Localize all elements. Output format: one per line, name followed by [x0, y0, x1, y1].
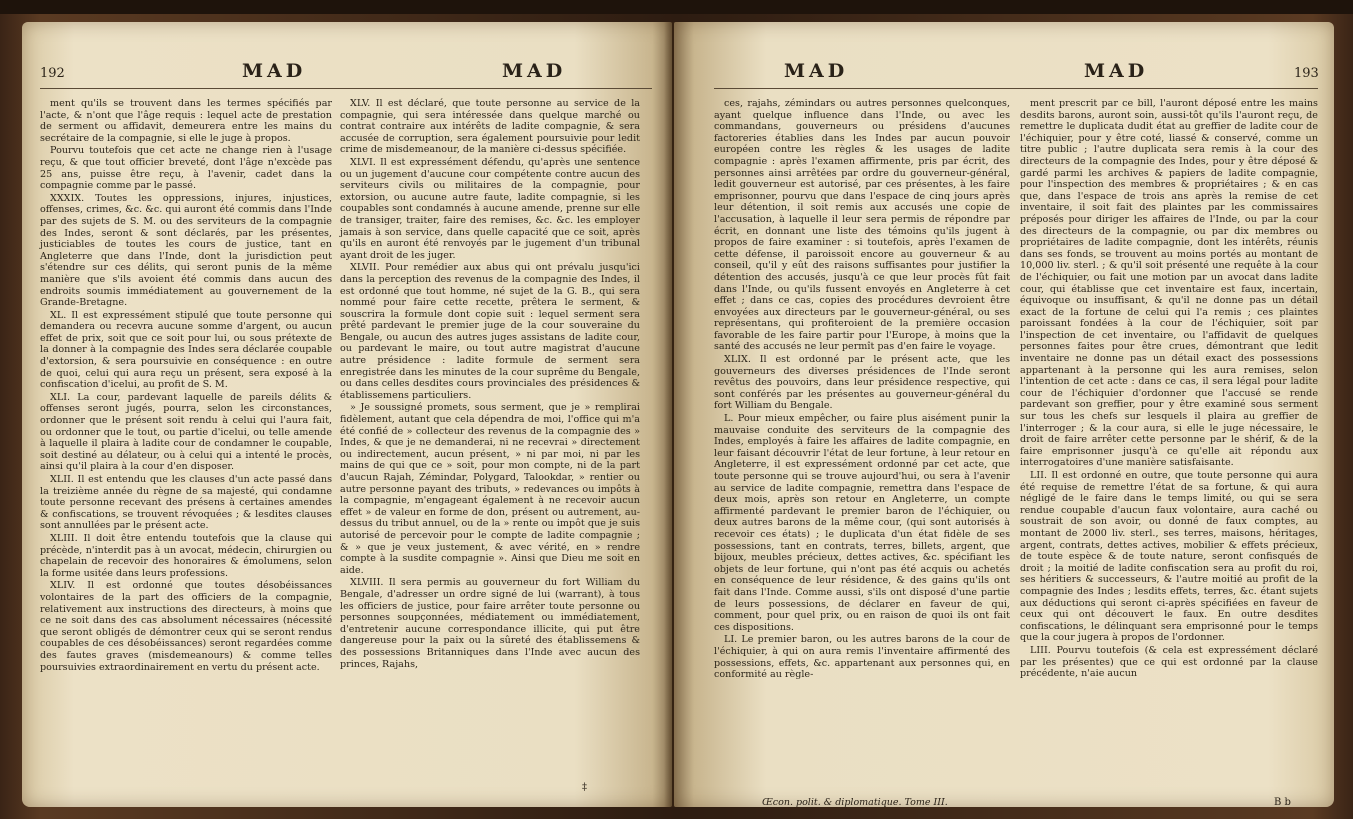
right-signature-mark: B b	[1274, 797, 1291, 807]
left-page-number: 192	[40, 66, 65, 81]
left-signature-mark: ‡	[582, 782, 587, 793]
left-col1-paragraph: XLIV. Il est ordonné que toutes désobéissances volontaires de la part des officiers de la compagnie, relativement aux instructions des directeurs, à moins que ce ne soit dans des cas absolument nécessaires (nécessité que seront obligés de démontrer ceux qui se seront rendus coupables de ces désobéissances) seront regardées comme des fautes graves (misdemeanours) & comme telles poursuivies extraordinairement en vertu du présent acte.	[40, 580, 332, 673]
left-col1-paragraph: XXXIX. Toutes les oppressions, injures, injustices, offenses, crimes, &c. &c. qui auront été commis dans l'Inde par des sujets de S. M. ou des serviteurs de la compagnie des Indes, seront & sont déclarés, par les présentes, justiciables de toutes les cours de justice, tant en Angleterre que dans l'Inde, dont la jurisdiction peut s'étendre sur ces délits, qui seront punis de la même manière que s'ils avoient été commis dans aucun des endroits soumis immédiatement au gouvernement de la Grande-Bretagne.	[40, 192, 332, 309]
right-page-number: 193	[1294, 66, 1319, 81]
left-col1-paragraph: Pourvu toutefois que cet acte ne change rien à l'usage reçu, & que tout officier breveté, dont l'âge n'excède pas 25 ans, puisse être reçu, à l'avenir, cadet dans la compagnie comme par le passé.	[40, 145, 332, 192]
right-column-2	[1020, 98, 1318, 793]
left-col2-paragraph: XLVIII. Il sera permis au gouverneur du fort William du Bengale, d'adresser un ordre signé de lui (warrant), à tous les officiers de justice, pour faire arrêter toute personne ou personnes soupçonnées, médiatement ou immédiatement, d'entretenir aucune correspondance illicite, qui put être dangereuse pour la paix ou la sûreté des établissemens & des possessions Britanniques dans l'Inde avec aucun des princes, Rajahs,	[340, 577, 640, 670]
right-col1-paragraph: XLIX. Il est ordonné par le présent acte, que les gouverneurs des diverses présidences de l'Inde seront revêtus des pouvoirs, dans leur présidence respective, qui sont conférés par les présentes au gouverneur-général du fort William du Bengale.	[714, 354, 1010, 412]
left-col1-paragraph: XLIII. Il doit être entendu toutefois que la clause qui précède, n'interdit pas à un avocat, médecin, chirurgien ou chapelain de recevoir des honoraires & émolumens, selon la forme usitée dans leurs professions.	[40, 532, 332, 579]
left-col2-paragraph: XLVII. Pour remédier aux abus qui ont prévalu jusqu'ici dans la perception des revenus de la compagnie des Indes, il est ordonné que tout homme, né sujet de la G. B., qui sera nommé pour faire cette recette, prêtera le serment, & souscrira la formule dont copie suit : lequel serment sera prêté pardevant le premier juge de la cour souveraine du Bengale, ou aucun des autres juges assistans de ladite cour, ou pardevant le maire, ou tout autre magistrat d'aucune autre présidence : ladite formule de serment sera enregistrée dans les minutes de la cour suprême du Bengale, ou dans celles desdites cours provinciales des présidences & établissemens particuliers.	[340, 262, 640, 401]
right-page	[674, 22, 1334, 807]
left-col2-paragraph: XLVI. Il est expressément défendu, qu'après une sentence ou un jugement d'aucune cour compétente contre aucun des serviteurs civils ou militaires de la compagnie, pour extorsion, ou aucune autre faute, ladite compagnie, si les coupables sont condamnés à aucune amende, prenne sur elle de transiger, traiter, faire des remises, &c. &c. les employer jamais à son service, dans quelle capacité que ce soit, après qu'ils en auront été renvoyés par le jugement d'un tribunal ayant droit de les juger.	[340, 156, 640, 261]
left-col1-paragraph: XLII. Il est entendu que les clauses d'un acte passé dans la treizième année du règne de sa majesté, qui condamne toute personne recevant des présens à certaines amendes & confiscations, se trouvent révoquées ; & lesdites clauses sont annullées par le présent acte.	[40, 474, 332, 532]
right-col1-paragraph: L. Pour mieux empêcher, ou faire plus aisément punir la mauvaise conduite des serviteurs de la compagnie des Indes, employés à faire les affaires de ladite compagnie, en leur faisant découvrir l'état de leur fortune, à leur retour en Angleterre, il est expressément ordonné par cet acte, que toute personne qui se trouve aujourd'hui, ou sera à l'avenir au service de ladite compagnie, remettra dans l'espace de deux mois, après son retour en Angleterre, un compte affirmenté pardevant le premier baron de l'échiquier, ou deux autres barons de la même cour, (qui sont autorisés à recevoir ces états) ; le duplicata d'un état fidèle de ses possessions, tant en contrats, terres, billets, argent, que bijoux, meubles précieux, dettes actives, &c. spécifiant les objets de leur fortune, qui n'ont pas été acquis ou achetés en conséquence de leur résidence, & des gains qu'ils ont fait dans l'Inde. Comme aussi, s'ils ont disposé d'une partie de leurs possessions, de déclarer en faveur de qui, comment, pour quel prix, ou en raison de quoi ils ont fait ces dispositions.	[714, 413, 1010, 633]
right-running-head-1: MAD	[784, 60, 849, 82]
left-col1-paragraph: ment qu'ils se trouvent dans les termes spécifiés par l'acte, & n'ont que l'âge requis : lequel acte de prestation de serment ou affidavit, demeurera entre les mains du secrétaire de la compagnie, si elle le juge à propos.	[40, 98, 332, 144]
right-header-rule	[714, 88, 1318, 89]
left-running-head-2: MAD	[502, 60, 567, 82]
book-cover-edge	[0, 0, 1353, 14]
left-running-head-1: MAD	[242, 60, 307, 82]
right-col1-paragraph: ces, rajahs, zémindars ou autres personnes quelconques, ayant quelque influence dans l'Inde, ou avec les commandans, gouverneurs ou présidens d'aucunes factoreries établies dans les Indes par aucun pouvoir européen contre les règles & les usages de ladite compagnie : après l'examen affirmente, pris par écrit, des personnes ainsi arrêtées par ordre du gouverneur-général, ledit gouverneur est autorisé, par ces présentes, à les faire emprisonner, pourvu que dans l'espace de cinq jours après leur détention, il soit remis aux accusés une copie de l'accusation, à laquelle il leur sera permis de répondre par écrit, en donnant une liste des témoins qu'ils jugent à propos de faire examiner : si toutefois, après l'examen de cette défense, il paroissoit encore au gouverneur & au conseil, qu'il y eût des raisons suffisantes pour justifier la détention des accusés, jusqu'à ce que leur procès fût fait dans l'Inde, ou qu'ils fussent envoyés en Angleterre à cet effet ; dans ce cas, copies des procédures devroient être envoyées aux directeurs par le gouverneur-général, ou ses représentans, qui profiteroient de la première occasion favorable de les faire partir pour l'Europe, à moins que la santé des accusés ne leur permît pas d'en faire le voyage.	[714, 98, 1010, 353]
right-col2-paragraph: ment prescrit par ce bill, l'auront déposé entre les mains desdits barons, auront soin, aussi-tôt qu'ils l'auront reçu, de remettre le duplicata dudit état au greffier de ladite cour de l'échiquier, pour y être coté, liassé & conservé, comme un titre public ; l'autre duplicata sera remis à la cour des directeurs de la compagnie des Indes, pour y être déposé & gardé parmi les archives & papiers de ladite compagnie, pour l'inspection des membres & propriétaires ; & en cas que, dans l'espace de trois ans après la remise de cet inventaire, il soit fait des plaintes par les commissaires préposés pour diriger les affaires de l'Inde, ou par la cour des directeurs de la compagnie, ou par dix membres ou propriétaires de ladite compagnie, dont les intérêts, réunis dans ses fonds, se trouvent au moins portés au montant de 10,000 liv. sterl. ; & qu'il soit présenté une requête à la cour de l'échiquier, ou fait une motion par un avocat dans ladite cour, qui établisse que cet inventaire est faux, incertain, équivoque ou insuffisant, & qu'il ne donne pas un détail exact de la fortune de celui qui l'a remis ; ces plaintes paroissant fondées à la cour de l'échiquier, soit par l'inspection de cet inventaire, ou l'affidavit de quelques personnes faites pour être crues, démontrant que ledit inventaire ne donne pas un détail exact des possessions appartenant à la personne qui les aura remises, selon l'intention de cet acte : dans ce cas, il sera légal pour ladite cour de l'échiquier d'ordonner que l'accusé se rende pardevant son greffier, pour y être examiné sous serment sur tous les chefs sur lesquels il plaira au greffier de l'interroger ; & la cour aura, si elle le juge nécessaire, le droit de faire arrêter cette personne par le shérif, & de la faire emprisonner jusqu'à ce qu'elle ait répondu aux interrogatoires d'une manière satisfaisante.	[1020, 98, 1318, 469]
left-header-rule	[40, 88, 652, 89]
left-page	[22, 22, 672, 807]
left-col2-paragraph: XLV. Il est déclaré, que toute personne au service de la compagnie, qui sera intéressée dans quelque marché ou contrat contraire aux intérêts de ladite compagnie, & sera accusée de corruption, sera également poursuivie pour ledit crime de misdemeanour, de la manière ci-dessus spécifiée.	[340, 98, 640, 156]
right-column-1	[714, 98, 1010, 793]
right-footer-title: Œcon. polit. & diplomatique. Tome III.	[762, 797, 948, 807]
right-col1-paragraph: LI. Le premier baron, ou les autres barons de la cour de l'échiquier, à qui on aura remis l'inventaire affirmenté des possessions, effets, &c. appartenant aux personnes qui, en conformité au règle-	[714, 634, 1010, 681]
left-col1-paragraph: XL. Il est expressément stipulé que toute personne qui demandera ou recevra aucune somme d'argent, ou aucun effet de prix, soit que ce soit pour lui, ou sous prétexte de la donner à la compagnie des Indes sera déclarée coupable d'extorsion, & sera poursuivie en conséquence : en outre de quoi, celui qui aura reçu un présent, sera exposé à la confiscation d'icelui, au profit de S. M.	[40, 309, 332, 391]
left-column-2	[340, 98, 640, 793]
left-column-1	[40, 98, 332, 793]
right-col2-paragraph: LIII. Pourvu toutefois (& cela est expressément déclaré par les présentes) que ce qui est ordonné par la clause précédente, n'aie aucun	[1020, 644, 1318, 680]
right-col2-paragraph: LII. Il est ordonné en outre, que toute personne qui aura été requise de remettre l'état de sa fortune, & qui aura négligé de le faire dans le temps limité, ou qui se sera rendue coupable d'aucun faux volontaire, aura caché ou soustrait de son avoir, ou donné de faux comptes, au montant de 2000 liv. sterl., ses terres, maisons, héritages, argent, contrats, dettes actives, mobilier & effets précieux, de toute espèce & de toute nature, seront confisqués de droit ; la moitié de ladite confiscation sera au profit du roi, ses héritiers & successeurs, & l'autre moitié au profit de la compagnie des Indes ; lesdits effets, terres, &c. étant sujets aux déductions qui seront ci-après spécifiées en faveur de ceux qui ont découvert le faux. En outre desdites confiscations, le délinquant sera emprisonné pour le temps que la cour jugera à propos de l'ordonner.	[1020, 470, 1318, 644]
left-col1-paragraph: XLI. La cour, pardevant laquelle de pareils délits & offenses seront jugés, pourra, selon les circonstances, ordonner que le présent soit rendu à celui qui l'aura fait, ou ordonner que le tout, ou partie d'icelui, ou telle amende à laquelle il plaira à ladite cour de condamner le coupable, soit destiné au délateur, ou à celui qui a intenté le procès, ainsi qu'il plaira à la cour d'en disposer.	[40, 391, 332, 473]
left-col2-paragraph: » Je soussigné promets, sous serment, que je » remplirai fidèlement, autant que cela dépendra de moi, l'office qui m'a été confié de » collecteur des revenus de la compagnie des » Indes, & que je ne demanderai, ni ne recevrai » directement ou indirectement, aucun présent, » ni par moi, ni par les mains de qui que ce » soit, pour mon compte, ni de la part d'aucun Rajah, Zémindar, Polygard, Talookdar, » rentier ou autre personne payant des tributs, » redevances ou impôts à la compagnie, m'engageant également à ne recevoir aucun effet » de valeur en forme de don, présent ou autrement, au-dessus du tribut annuel, ou de la » rente ou impôt que je suis autorisé de percevoir pour le compte de ladite compagnie ; & » que je veux justement, & avec vérité, en » rendre compte à la susdite compagnie ». Ainsi que Dieu me soit en aide.	[340, 402, 640, 576]
right-running-head-2: MAD	[1084, 60, 1149, 82]
